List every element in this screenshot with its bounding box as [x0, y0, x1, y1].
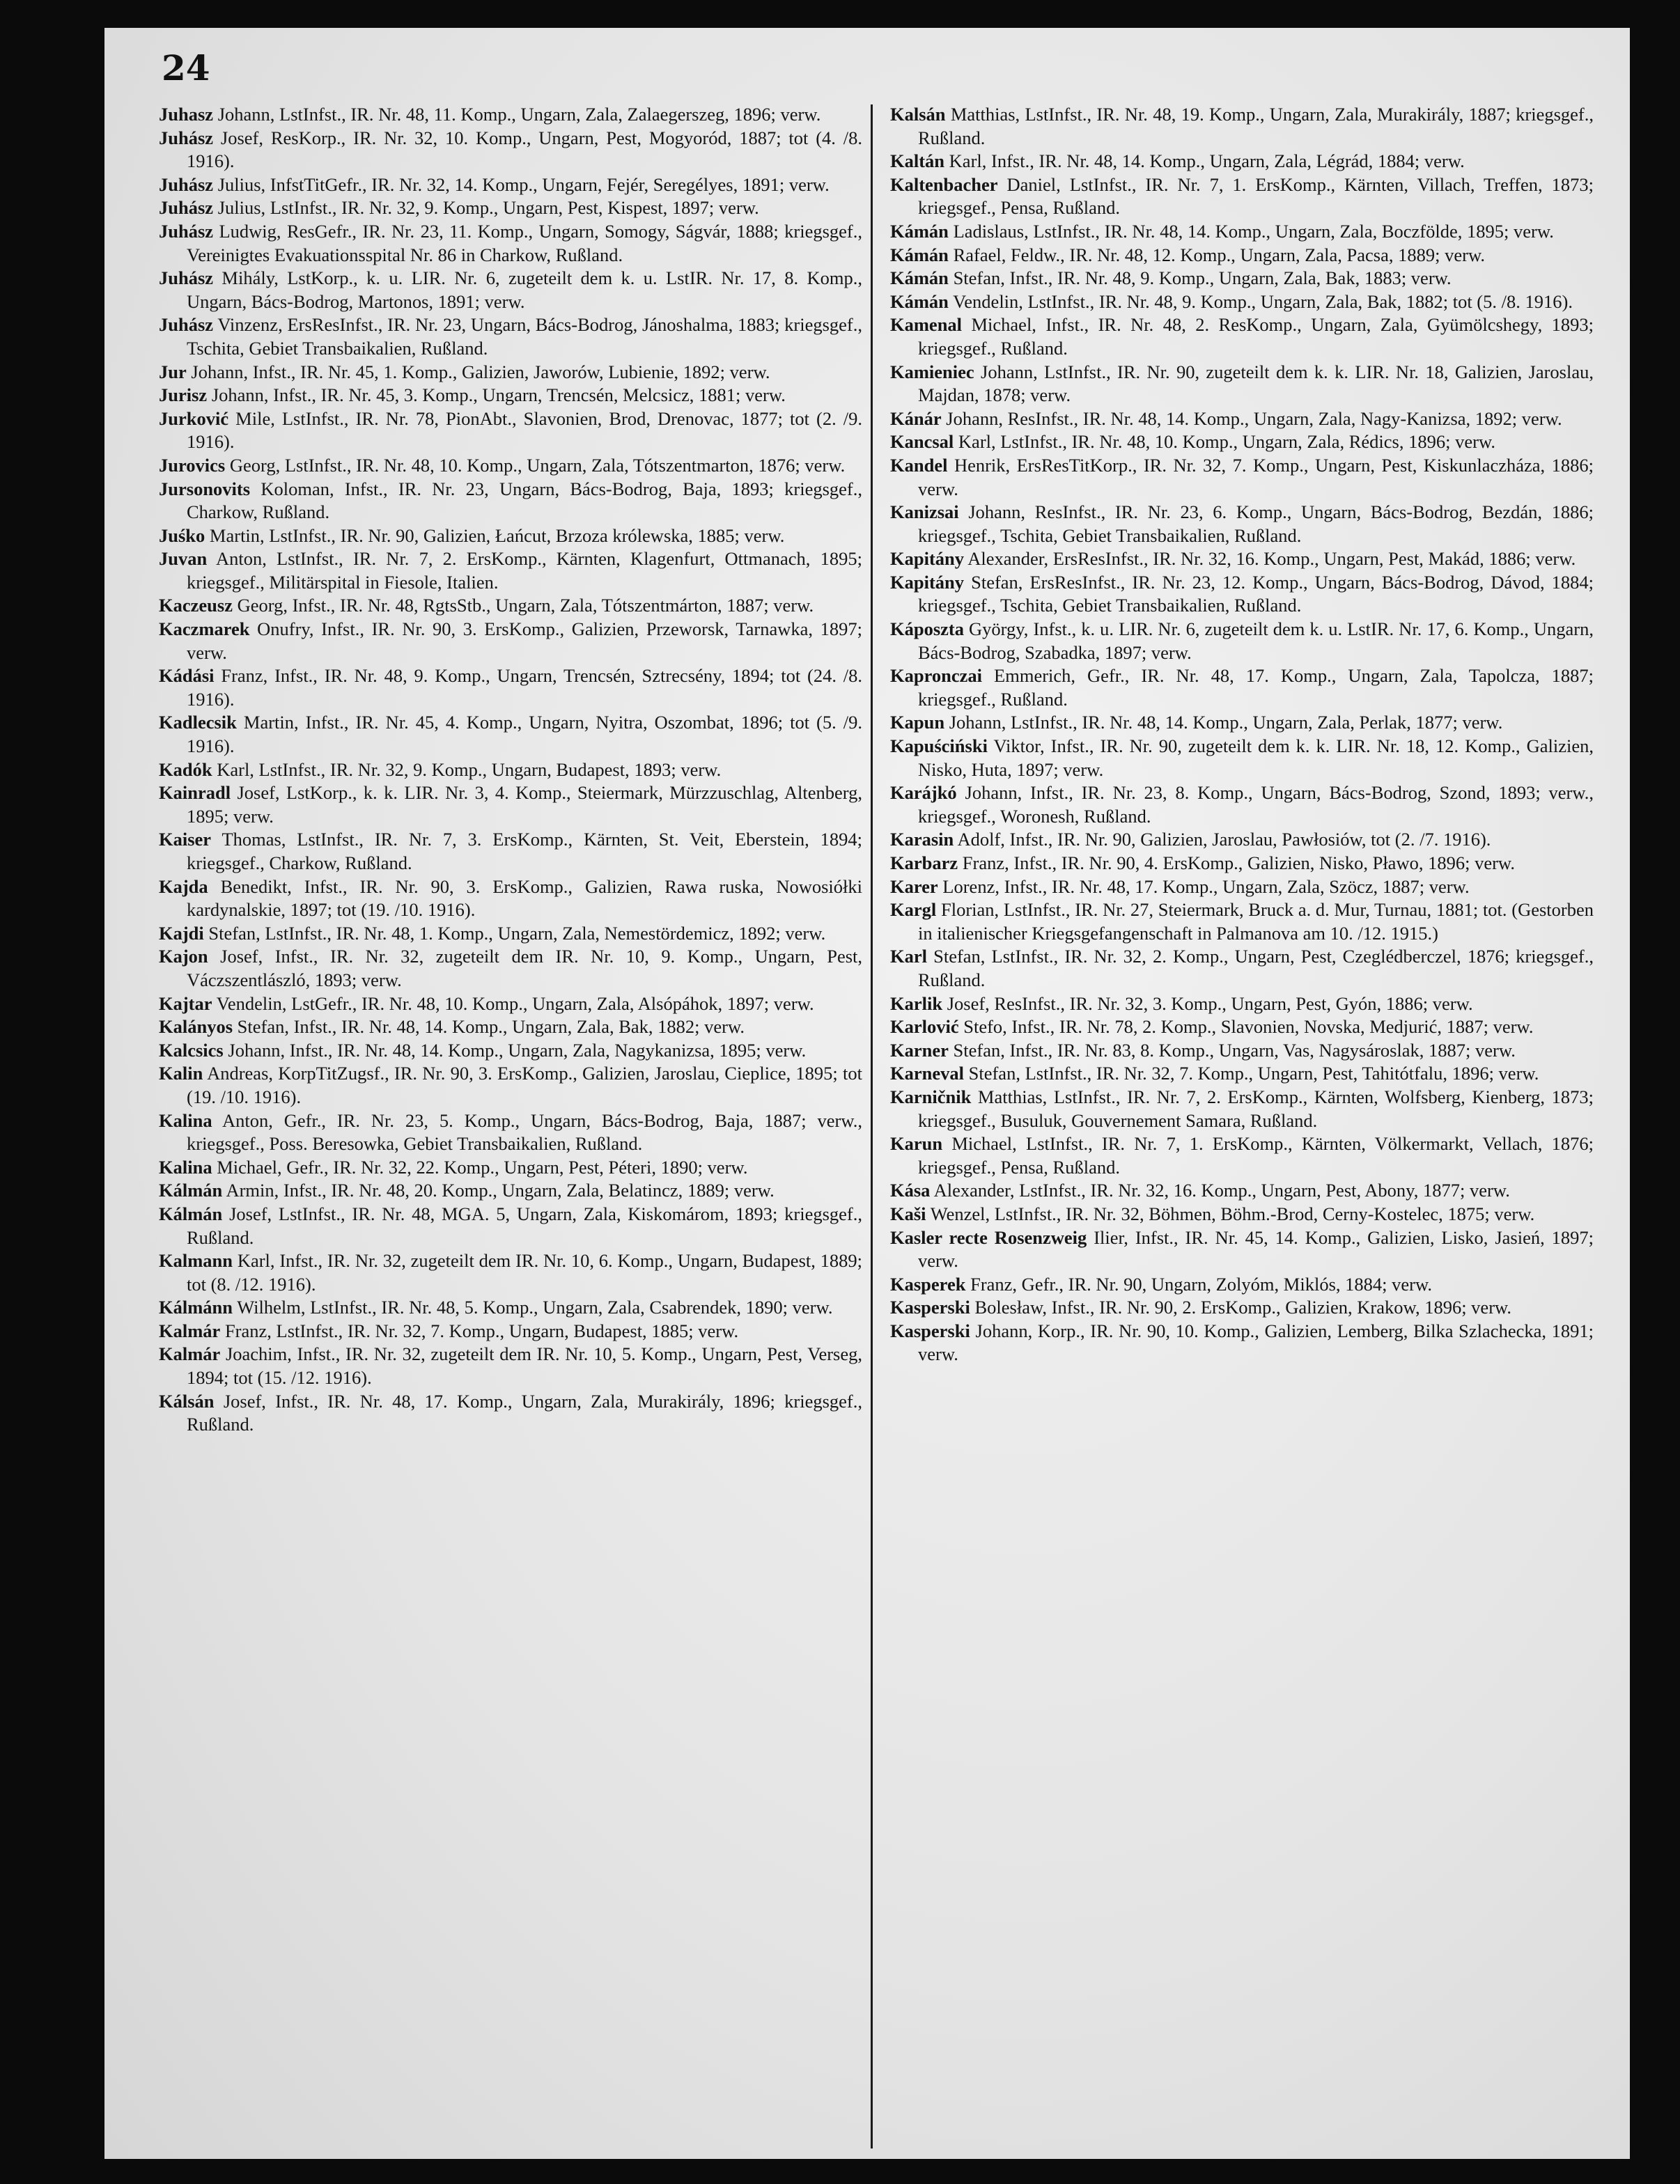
casualty-entry — [159, 1343, 862, 1389]
entry-details: Wilhelm, LstInfst., IR. Nr. 48, 5. Komp., Ungarn, Zala, Csabrendek, 1890; verw. — [237, 1297, 833, 1318]
entry-surname: Kasperek — [890, 1273, 966, 1295]
entry-details: Stefan, Infst., IR. Nr. 83, 8. Komp., Ungarn, Vas, Nagysároslak, 1887; verw. — [953, 1039, 1516, 1061]
entry-details: Thomas, LstInfst., IR. Nr. 7, 3. ErsKomp., Kärnten, St. Veit, Eberstein, 1894; kriegsgef., Charkow, Rußland. — [187, 829, 862, 873]
entry-details: Josef, ResKorp., IR. Nr. 32, 10. Komp., Ungarn, Pest, Mogyoród, 1887; tot (4. /8. 1916). — [187, 127, 862, 172]
entry-surname: Kaltán — [890, 150, 945, 172]
casualty-entry — [890, 1179, 1594, 1203]
entry-surname: Kadók — [159, 758, 212, 780]
casualty-entry — [890, 711, 1594, 735]
entry-details: Johann, Infst., IR. Nr. 45, 1. Komp., Galizien, Jaworów, Lubienie, 1892; verw. — [191, 361, 770, 382]
casualty-entry — [890, 1062, 1594, 1086]
entry-details: Joachim, Infst., IR. Nr. 32, zugeteilt dem IR. Nr. 10, 5. Komp., Ungarn, Pest, Verseg, 1894; tot (15. /12. 1916). — [187, 1343, 863, 1389]
casualty-entry — [890, 501, 1594, 547]
casualty-entry — [159, 547, 862, 594]
entry-details: Julius, LstInfst., IR. Nr. 32, 9. Komp., Ungarn, Pest, Kispest, 1897; verw. — [217, 197, 759, 219]
entry-details: Alexander, ErsResInfst., IR. Nr. 32, 16. Komp., Ungarn, Pest, Makád, 1886; verw. — [967, 548, 1576, 570]
entry-surname: Kajda — [159, 875, 208, 897]
entry-details: Matthias, LstInfst., IR. Nr. 48, 19. Komp., Ungarn, Zala, Murakirály, 1887; kriegsgef., Rußland. — [918, 104, 1594, 148]
casualty-entry — [159, 781, 862, 828]
entry-surname: Jurovics — [159, 454, 226, 476]
entry-details: Josef, Infst., IR. Nr. 48, 17. Komp., Ungarn, Zala, Murakirály, 1896; kriegsgef., Rußland. — [187, 1390, 863, 1435]
entry-surname: Kaltenbacher — [890, 173, 998, 195]
casualty-entry — [890, 571, 1594, 618]
casualty-entry — [890, 945, 1594, 992]
casualty-entry — [890, 290, 1594, 314]
casualty-entry — [159, 196, 862, 220]
entry-surname: Kamenal — [890, 314, 963, 336]
casualty-entry — [890, 1039, 1594, 1063]
casualty-entry — [159, 173, 862, 197]
entry-details: Johann, Infst., IR. Nr. 23, 8. Komp., Ungarn, Bács-Bodrog, Szond, 1893; verw., kriegsgef., Woronesh, Rußland. — [918, 782, 1594, 827]
entry-details: Karl, LstInfst., IR. Nr. 32, 9. Komp., Ungarn, Budapest, 1893; verw. — [217, 758, 722, 780]
casualty-entry — [159, 875, 862, 922]
entry-surname: Kaši — [890, 1203, 926, 1224]
left-column — [159, 103, 862, 1437]
entry-surname: Jursonovits — [159, 478, 251, 499]
casualty-entry — [159, 361, 862, 384]
entry-details: Michael, Gefr., IR. Nr. 32, 22. Komp., Ungarn, Pest, Péteri, 1890; verw. — [217, 1156, 748, 1178]
entry-surname: Kamieniec — [890, 361, 974, 382]
right-column — [890, 103, 1594, 1366]
casualty-entry — [159, 384, 862, 407]
casualty-entry — [890, 244, 1594, 267]
entry-surname: Kalmár — [159, 1320, 221, 1341]
entry-surname: Kalsán — [890, 104, 946, 125]
entry-details: Michael, LstInfst., IR. Nr. 7, 1. ErsKomp., Kärnten, Völkermarkt, Vellach, 1876; kriegsgef., Pensa, Rußland. — [918, 1133, 1594, 1178]
entry-details: Matthias, LstInfst., IR. Nr. 7, 2. ErsKomp., Kärnten, Wolfsberg, Kienberg, 1873; kriegsgef., Busuluk, Gouvernement Samara, Rußland. — [918, 1086, 1594, 1131]
entry-details: Andreas, KorpTitZugsf., IR. Nr. 90, 3. ErsKomp., Galizien, Jaroslau, Cieplice, 1895; tot (19. /10. 1916). — [187, 1063, 862, 1107]
casualty-entry — [159, 1390, 862, 1437]
entry-details: Viktor, Infst., IR. Nr. 90, zugeteilt dem k. k. LIR. Nr. 18, 12. Komp., Galizien, Nisko, Huta, 1897; verw. — [918, 735, 1594, 780]
entry-surname: Juśko — [159, 524, 205, 546]
entry-surname: Kalányos — [159, 1016, 233, 1038]
casualty-entry — [159, 1296, 862, 1320]
casualty-entry — [159, 594, 862, 618]
entry-surname: Kaczeusz — [159, 595, 233, 616]
casualty-entry — [159, 220, 862, 267]
casualty-entry — [890, 664, 1594, 711]
entry-details: Franz, Gefr., IR. Nr. 90, Ungarn, Zolyóm, Miklós, 1884; verw. — [970, 1273, 1432, 1295]
entry-details: Anton, LstInfst., IR. Nr. 7, 2. ErsKomp., Kärnten, Klagenfurt, Ottmanach, 1895; kriegsgef., Militärspital in Fiesole, Italien. — [187, 548, 862, 593]
entry-details: Rafael, Feldw., IR. Nr. 48, 12. Komp., Ungarn, Zala, Pacsa, 1889; verw. — [953, 244, 1485, 265]
entry-surname: Juhász — [159, 220, 214, 242]
entry-surname: Kása — [890, 1180, 931, 1201]
entry-details: Georg, Infst., IR. Nr. 48, RgtsStb., Ungarn, Zala, Tótszentmárton, 1887; verw. — [237, 595, 814, 616]
document-page — [104, 28, 1630, 2159]
casualty-entry — [159, 664, 862, 711]
entry-surname: Kaiser — [159, 829, 212, 850]
page-number: 24 — [162, 47, 210, 88]
entry-surname: Kargl — [890, 899, 937, 921]
entry-surname: Juhász — [159, 127, 214, 148]
entry-details: Stefan, LstInfst., IR. Nr. 48, 1. Komp., Ungarn, Zala, Nemestördemicz, 1892; verw. — [208, 922, 826, 944]
casualty-entry — [159, 711, 862, 758]
entry-details: Koloman, Infst., IR. Nr. 23, Ungarn, Bács-Bodrog, Baja, 1893; kriegsgef., Charkow, Rußland. — [187, 478, 863, 523]
casualty-entry — [159, 524, 862, 548]
casualty-entry — [890, 361, 1594, 407]
casualty-entry — [159, 1109, 862, 1156]
casualty-entry — [890, 875, 1594, 899]
casualty-entry — [159, 454, 862, 478]
casualty-entry — [890, 852, 1594, 875]
entry-details: Ilier, Infst., IR. Nr. 45, 14. Komp., Galizien, Lisko, Jasień, 1897; verw. — [918, 1226, 1594, 1272]
casualty-entry — [890, 828, 1594, 852]
entry-details: Josef, LstKorp., k. k. LIR. Nr. 3, 4. Komp., Steiermark, Mürzzuschlag, Altenberg, 1895; verw. — [187, 782, 863, 827]
casualty-entry — [890, 1015, 1594, 1039]
casualty-entry — [159, 1320, 862, 1343]
entry-surname: Kálmán — [159, 1203, 223, 1224]
entry-details: Lorenz, Infst., IR. Nr. 48, 17. Komp., Ungarn, Zala, Szöcz, 1887; verw. — [942, 875, 1470, 897]
casualty-entry — [890, 267, 1594, 290]
entry-details: Franz, Infst., IR. Nr. 48, 9. Komp., Ungarn, Trencsén, Sztrecsény, 1894; tot (24. /8. 1916). — [187, 665, 862, 710]
casualty-entry — [890, 618, 1594, 664]
entry-surname: Jurisz — [159, 384, 208, 406]
casualty-entry — [890, 454, 1594, 501]
entry-surname: Kálmán — [159, 1180, 223, 1201]
entry-surname: Jurković — [159, 407, 229, 429]
casualty-entry — [890, 407, 1594, 431]
entry-surname: Karájkó — [890, 782, 957, 804]
entry-details: Karl, Infst., IR. Nr. 32, zugeteilt dem IR. Nr. 10, 6. Komp., Ungarn, Budapest, 1889; tot (8. /12. 1916). — [187, 1250, 863, 1295]
entry-surname: Kancsal — [890, 431, 954, 453]
entry-details: Martin, LstInfst., IR. Nr. 90, Galizien, Łańcut, Brzoza królewska, 1885; verw. — [209, 524, 785, 546]
casualty-entry — [159, 1039, 862, 1063]
entry-details: Ludwig, ResGefr., IR. Nr. 23, 11. Komp., Ungarn, Somogy, Ságvár, 1888; kriegsgef., Vereinigtes Evakuationsspital Nr. 86 in Charkow, Rußland. — [187, 220, 862, 265]
entry-details: Mihály, LstKorp., k. u. LIR. Nr. 6, zugeteilt dem k. u. LstIR. Nr. 17, 8. Komp., Ungarn, Bács-Bodrog, Martonos, 1891; verw. — [187, 267, 862, 312]
casualty-entry — [159, 945, 862, 992]
casualty-entry — [890, 1203, 1594, 1226]
entry-surname: Kasler recte Rosenzweig — [890, 1226, 1087, 1248]
casualty-entry — [159, 103, 862, 127]
casualty-entry — [890, 781, 1594, 828]
entry-details: Josef, ResInfst., IR. Nr. 32, 3. Komp., Ungarn, Pest, Gyón, 1886; verw. — [947, 992, 1473, 1014]
entry-surname: Juhasz — [159, 104, 214, 125]
entry-details: Ladislaus, LstInfst., IR. Nr. 48, 14. Komp., Ungarn, Zala, Boczfölde, 1895; verw. — [953, 220, 1554, 242]
entry-surname: Kalmann — [159, 1250, 233, 1272]
casualty-entry — [159, 313, 862, 360]
entry-surname: Kalmár — [159, 1343, 221, 1365]
casualty-entry — [159, 1179, 862, 1203]
casualty-entry — [890, 992, 1594, 1016]
entry-surname: Juhász — [159, 173, 214, 195]
entry-surname: Juhász — [159, 197, 214, 219]
casualty-entry — [159, 1062, 862, 1109]
casualty-entry — [890, 1273, 1594, 1297]
entry-surname: Karun — [890, 1133, 943, 1155]
entry-details: Georg, LstInfst., IR. Nr. 48, 10. Komp., Ungarn, Zala, Tótszentmarton, 1876; verw. — [229, 454, 846, 476]
entry-surname: Kalcsics — [159, 1039, 224, 1061]
casualty-entry — [890, 1320, 1594, 1366]
entry-surname: Kapun — [890, 712, 945, 733]
entry-surname: Juhász — [159, 314, 214, 336]
entry-details: Benedikt, Infst., IR. Nr. 90, 3. ErsKomp., Galizien, Rawa ruska, Nowosiółki kardynalskie, 1897; tot (19. /10. 1916). — [187, 875, 863, 921]
casualty-entry — [890, 220, 1594, 244]
casualty-entry — [890, 1226, 1594, 1273]
entry-surname: Kádási — [159, 665, 215, 687]
casualty-entry — [159, 922, 862, 946]
entry-surname: Kadlecsik — [159, 712, 237, 733]
entry-details: Daniel, LstInfst., IR. Nr. 7, 1. ErsKomp., Kärnten, Villach, Treffen, 1873; kriegsgef., Pensa, Rußland. — [918, 173, 1594, 219]
entry-surname: Jur — [159, 361, 187, 382]
entry-surname: Kainradl — [159, 782, 231, 804]
entry-surname: Kapitány — [890, 571, 965, 593]
entry-details: Wenzel, LstInfst., IR. Nr. 32, Böhmen, Böhm.-Brod, Cerny-Kostelec, 1875; verw. — [930, 1203, 1535, 1224]
casualty-entry — [890, 547, 1594, 571]
casualty-entry — [159, 1015, 862, 1039]
casualty-entry — [159, 758, 862, 782]
casualty-entry — [890, 313, 1594, 360]
entry-surname: Kámán — [890, 267, 949, 289]
entry-surname: Kalina — [159, 1109, 212, 1131]
entry-surname: Kajdi — [159, 922, 204, 944]
entry-details: Johann, LstInfst., IR. Nr. 48, 14. Komp., Ungarn, Zala, Perlak, 1877; verw. — [949, 712, 1503, 733]
entry-surname: Kapronczai — [890, 665, 983, 687]
entry-surname: Karl — [890, 946, 927, 967]
entry-surname: Kámán — [890, 290, 949, 312]
entry-details: Stefan, Infst., IR. Nr. 48, 9. Komp., Ungarn, Zala, Bak, 1883; verw. — [953, 267, 1452, 289]
entry-details: Josef, LstInfst., IR. Nr. 48, MGA. 5, Ungarn, Zala, Kiskomárom, 1893; kriegsgef., Rußland. — [187, 1203, 863, 1248]
casualty-entry — [890, 173, 1594, 220]
entry-surname: Karbarz — [890, 852, 958, 873]
entry-details: Johann, ResInfst., IR. Nr. 48, 14. Komp., Ungarn, Zala, Nagy-Kanizsa, 1892; verw. — [946, 407, 1562, 429]
casualty-entry — [159, 992, 862, 1016]
casualty-entry — [159, 407, 862, 454]
entry-surname: Kámán — [890, 244, 949, 265]
casualty-entry — [159, 1156, 862, 1180]
entry-surname: Kálsán — [159, 1390, 215, 1412]
entry-details: Johann, Korp., IR. Nr. 90, 10. Komp., Galizien, Lemberg, Bilka Szlachecka, 1891; verw. — [918, 1320, 1594, 1365]
entry-details: Michael, Infst., IR. Nr. 48, 2. ResKomp., Ungarn, Zala, Gyümölcshegy, 1893; kriegsgef., Rußland. — [918, 314, 1594, 359]
entry-details: Stefan, LstInfst., IR. Nr. 32, 2. Komp., Ungarn, Pest, Czeglédberczel, 1876; kriegsgef., Rußland. — [918, 946, 1594, 990]
entry-surname: Karneval — [890, 1063, 964, 1084]
entry-surname: Kapuściński — [890, 735, 988, 757]
entry-details: Stefan, ErsResInfst., IR. Nr. 23, 12. Komp., Ungarn, Bács-Bodrog, Dávod, 1884; kriegsgef., Tschita, Gebiet Transbaikalien, Rußland. — [918, 571, 1594, 616]
casualty-entry — [890, 898, 1594, 945]
casualty-entry — [159, 618, 862, 664]
entry-details: Franz, LstInfst., IR. Nr. 32, 7. Komp., Ungarn, Budapest, 1885; verw. — [224, 1320, 739, 1341]
casualty-entry — [890, 1086, 1594, 1132]
casualty-entry — [890, 735, 1594, 781]
entry-surname: Kasperski — [890, 1320, 970, 1341]
entry-surname: Karer — [890, 875, 938, 897]
entry-surname: Karasin — [890, 829, 954, 850]
casualty-entry — [159, 1249, 862, 1296]
entry-details: Stefan, LstInfst., IR. Nr. 32, 7. Komp., Ungarn, Pest, Tahitótfalu, 1896; verw. — [968, 1063, 1539, 1084]
entry-surname: Juvan — [159, 548, 208, 570]
entry-surname: Kandel — [890, 454, 948, 476]
casualty-entry — [890, 1132, 1594, 1179]
entry-surname: Kalina — [159, 1156, 212, 1178]
entry-surname: Juhász — [159, 267, 214, 289]
entry-surname: Kanizsai — [890, 501, 959, 523]
entry-details: Julius, InfstTitGefr., IR. Nr. 32, 14. Komp., Ungarn, Fejér, Seregélyes, 1891; verw. — [217, 173, 830, 195]
entry-details: Florian, LstInfst., IR. Nr. 27, Steiermark, Bruck a. d. Mur, Turnau, 1881; tot. (Gestorben in italienischer Kriegsgefangenschaft in Palmanova am 10. /12. 1915.) — [918, 899, 1594, 944]
casualty-entry — [159, 267, 862, 313]
entry-details: Emmerich, Gefr., IR. Nr. 48, 17. Komp., Ungarn, Zala, Tapolcza, 1887; kriegsgef., Rußland. — [918, 665, 1594, 710]
entry-surname: Kalin — [159, 1063, 203, 1084]
entry-details: Alexander, LstInfst., IR. Nr. 32, 16. Komp., Ungarn, Pest, Abony, 1877; verw. — [933, 1180, 1510, 1201]
entry-details: Vendelin, LstInfst., IR. Nr. 48, 9. Komp., Ungarn, Zala, Bak, 1882; tot (5. /8. 1916). — [953, 290, 1573, 312]
entry-surname: Kajtar — [159, 992, 212, 1014]
entry-details: Karl, Infst., IR. Nr. 48, 14. Komp., Ungarn, Zala, Légrád, 1884; verw. — [949, 150, 1465, 172]
entry-surname: Kánár — [890, 407, 942, 429]
casualty-entry — [890, 430, 1594, 454]
column-divider — [871, 104, 873, 2148]
entry-surname: Kaczmarek — [159, 618, 250, 640]
entry-details: Vinzenz, ErsResInfst., IR. Nr. 23, Ungarn, Bács-Bodrog, Jánoshalma, 1883; kriegsgef., Tschita, Gebiet Transbaikalien, Rußland. — [187, 314, 862, 359]
entry-details: Mile, LstInfst., IR. Nr. 78, PionAbt., Slavonien, Brod, Drenovac, 1877; tot (2. /9. 1916). — [187, 407, 862, 453]
entry-surname: Kámán — [890, 220, 949, 242]
entry-surname: Kapitány — [890, 548, 965, 570]
entry-details: Johann, Infst., IR. Nr. 45, 3. Komp., Ungarn, Trencsén, Melcsicz, 1881; verw. — [211, 384, 786, 406]
entry-details: Johann, ResInfst., IR. Nr. 23, 6. Komp., Ungarn, Bács-Bodrog, Bezdán, 1886; kriegsgef., Tschita, Gebiet Transbaikalien, Rußland. — [918, 501, 1594, 546]
entry-surname: Karlović — [890, 1016, 959, 1038]
entry-surname: Karničnik — [890, 1086, 972, 1107]
casualty-entry — [159, 1203, 862, 1249]
entry-details: Stefan, Infst., IR. Nr. 48, 14. Komp., Ungarn, Zala, Bak, 1882; verw. — [237, 1016, 745, 1038]
entry-surname: Karlik — [890, 992, 943, 1014]
entry-details: Johann, LstInfst., IR. Nr. 48, 11. Komp., Ungarn, Zala, Zalaegerszeg, 1896; verw. — [217, 104, 821, 125]
casualty-entry — [890, 1296, 1594, 1320]
casualty-entry — [159, 478, 862, 524]
entry-surname: Kajon — [159, 946, 208, 967]
entry-details: Adolf, Infst., IR. Nr. 90, Galizien, Jaroslau, Pawłosiów, tot (2. /7. 1916). — [957, 829, 1491, 850]
entry-details: Bolesław, Infst., IR. Nr. 90, 2. ErsKomp., Galizien, Krakow, 1896; verw. — [974, 1297, 1512, 1318]
casualty-entry — [890, 150, 1594, 173]
entry-details: György, Infst., k. u. LIR. Nr. 6, zugeteilt dem k. u. LstIR. Nr. 17, 6. Komp., Ungarn, Bács-Bodrog, Szabadka, 1897; verw. — [918, 618, 1594, 663]
entry-details: Johann, LstInfst., IR. Nr. 90, zugeteilt dem k. k. LIR. Nr. 18, Galizien, Jaroslau, Majdan, 1878; verw. — [918, 361, 1594, 406]
entry-details: Johann, Infst., IR. Nr. 48, 14. Komp., Ungarn, Zala, Nagykanizsa, 1895; verw. — [228, 1039, 807, 1061]
entry-details: Henrik, ErsResTitKorp., IR. Nr. 32, 7. Komp., Ungarn, Pest, Kiskunlaczháza, 1886; verw. — [918, 454, 1594, 499]
entry-details: Karl, LstInfst., IR. Nr. 48, 10. Komp., Ungarn, Zala, Rédics, 1896; verw. — [958, 431, 1495, 453]
entry-details: Josef, Infst., IR. Nr. 32, zugeteilt dem IR. Nr. 10, 9. Komp., Ungarn, Pest, Váczszentlászló, 1893; verw. — [187, 946, 863, 990]
entry-surname: Karner — [890, 1039, 949, 1061]
entry-details: Franz, Infst., IR. Nr. 90, 4. ErsKomp., Galizien, Nisko, Pławo, 1896; verw. — [962, 852, 1515, 873]
entry-details: Vendelin, LstGefr., IR. Nr. 48, 10. Komp., Ungarn, Zala, Alsópáhok, 1897; verw. — [216, 992, 814, 1014]
entry-surname: Káposzta — [890, 618, 964, 640]
entry-details: Onufry, Infst., IR. Nr. 90, 3. ErsKomp., Galizien, Przeworsk, Tarnawka, 1897; verw. — [187, 618, 862, 663]
casualty-entry — [890, 103, 1594, 150]
casualty-entry — [159, 127, 862, 173]
entry-details: Armin, Infst., IR. Nr. 48, 20. Komp., Ungarn, Zala, Belatincz, 1889; verw. — [226, 1180, 775, 1201]
entry-details: Anton, Gefr., IR. Nr. 23, 5. Komp., Ungarn, Bács-Bodrog, Baja, 1887; verw., kriegsgef., Poss. Beresowka, Gebiet Transbaikalien, Rußland. — [187, 1109, 862, 1155]
entry-details: Stefo, Infst., IR. Nr. 78, 2. Komp., Slavonien, Novska, Medjurić, 1887; verw. — [963, 1016, 1534, 1038]
entry-surname: Kasperski — [890, 1297, 970, 1318]
entry-surname: Kálmánn — [159, 1297, 233, 1318]
casualty-entry — [159, 828, 862, 875]
entry-details: Martin, Infst., IR. Nr. 45, 4. Komp., Ungarn, Nyitra, Oszombat, 1896; tot (5. /9. 1916). — [187, 712, 862, 757]
